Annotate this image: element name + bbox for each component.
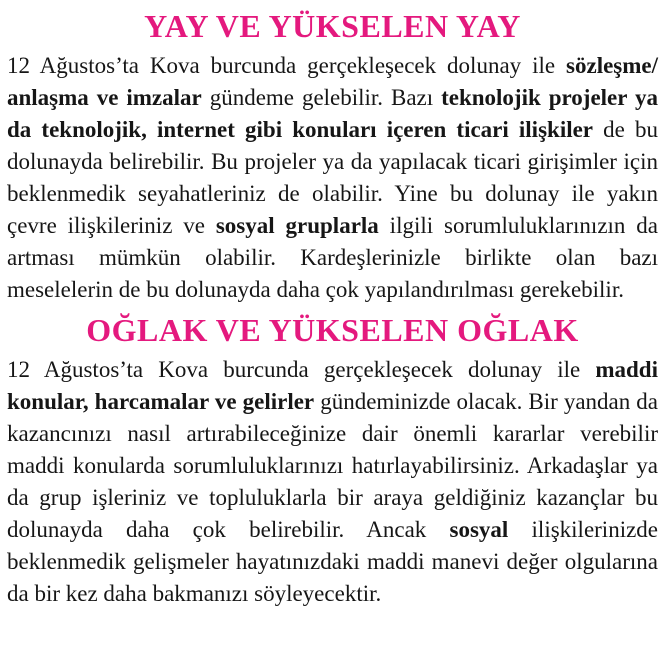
section-heading-yay: YAY VE YÜKSELEN YAY: [144, 8, 521, 44]
bold-text-segment: maddi konular, harcamalar ve gelirler: [7, 357, 658, 414]
section-paragraph-oglak: [7, 354, 658, 610]
bold-text-segment: sosyal gruplarla: [215, 213, 379, 238]
bold-text-segment: sözleşme/ anlaşma ve imzalar: [7, 53, 658, 110]
bold-text-segment: sosyal: [449, 517, 509, 542]
bold-text-segment: teknolojik projeler ya da teknolojik, internet gibi konuları içeren ticari ilişkiler: [7, 85, 659, 142]
text-segment: 12 Ağustos’ta Kova burcunda gerçekleşecek dolunay ile: [7, 357, 596, 382]
text-segment: gündeminizde olacak. Bir yandan da kazancınızı nasıl artırabileceğinize dair önemli kararlar verebilir maddi konularda sorumluluklarınızı hatırlayabilirsiniz. Arkadaşlar ya da grup işleriniz ve topluluklarla bir araya geldiğiniz kazançlar bu dolunayda daha çok belirebilir. Ancak: [7, 389, 659, 542]
text-segment: 12 Ağustos’ta Kova burcunda gerçekleşecek dolunay ile: [7, 53, 567, 78]
section-oglak: [7, 310, 658, 610]
text-segment: gündeme gelebilir. Bazı: [201, 85, 442, 110]
text-segment: ilişkilerinizde beklenmedik gelişmeler hayatınızdaki maddi manevi değer olgularına da bir kez daha bakmanızı söyleyecektir.: [7, 517, 659, 606]
text-segment: ilgili sorumluluklarınızın da artması mümkün olabilir. Kardeşlerinizle birlikte olan bazı meselelerin de bu dolunayda daha çok yapılandırılması gerekebilir.: [7, 213, 658, 302]
section-paragraph-yay: [7, 50, 658, 306]
text-segment: de bu dolunayda belirebilir. Bu projeler ya da yapılacak ticari girişimler için beklenmedik seyahatleriniz de olabilir. Yine bu dolunay ile yakın çevre ilişkileriniz ve: [7, 117, 658, 238]
section-heading-oglak: OĞLAK VE YÜKSELEN OĞLAK: [86, 312, 579, 348]
section-yay: [7, 6, 658, 306]
